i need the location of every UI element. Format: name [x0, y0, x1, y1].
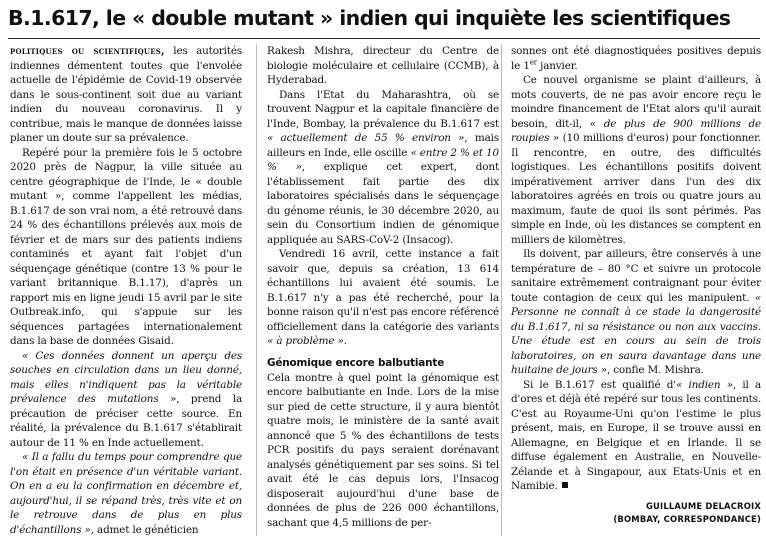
quote: « Ces données donnent un aperçu des souches en circulation dans un lieu donné, mais elles n'indiquent pas la véritable prévalence des mutations »: [10, 349, 242, 405]
column-divider: [256, 44, 257, 536]
paragraph-text: Vendredi 16 avril, cette instance a fait savoir que, depuis sa création, 13 614 échantillons lui avaient été soumis. Le B.1.617 n'y a pas été recherché, pour la bonne raison qu'il n'est pas encore référencé officiellement dans la catégorie des variants: [267, 248, 499, 333]
quote: « indien »: [676, 378, 733, 391]
paragraph-text: , il a d'ores et déjà été repéré sur tous les continents. C'est au Royaume-Uni qu'on l'estime le plus présent, mais, en Europe, il se trouve aussi en Allemagne, en Belgique et en Irlande. Il se diffuse également en Australie, en Nouvelle-Zélande et à Singapour, aux Etats-Unis et en Namibie.: [511, 378, 761, 492]
paragraph-text: , admet le généticien: [90, 523, 199, 536]
quote: « de plus de 900 millions de roupies »: [511, 117, 761, 144]
quote: « actuellement de 55 % environ »: [267, 132, 465, 144]
lead-in: politiques ou scientifiques,: [10, 45, 165, 57]
paragraph-text: , prend la précaution de préciser cette source. En réalité, la prévalence du B.1.617 s'établirait autour de 11 % en Inde actuellement.: [10, 393, 242, 449]
column-2: [267, 44, 499, 536]
paragraph-text: , explique cet expert, dont l'établissement fait partie des dix laboratoires spécialisés dans le séquençage du génome réunis, le 30 décembre 2020, au sein du Consortium indien de génomique appliquée au SARS-CoV-2 (Insacog).: [267, 161, 499, 246]
paragraph-text: Si le B.1.617 est qualifié d': [523, 378, 677, 391]
dateline: (BOMBAY, CORRESPONDANCE): [613, 513, 761, 524]
end-mark-icon: [562, 482, 568, 488]
paragraph-12: [511, 378, 761, 494]
quote: « Personne ne connaît à ce stade la dangerosité du B.1.617, ni sa résistance ou non aux vaccins. Une étude est en cours au sein de trois laboratoires, on en saura davantage dans une huitaine de jours »: [511, 291, 761, 376]
paragraph-3: [10, 349, 242, 451]
quote: « à problème »: [267, 335, 344, 347]
headline-rule: [8, 38, 760, 39]
paragraph-2: Repéré pour la première fois le 5 octobre 2020 près de Nagpur, la ville située au centre géographique de l'Inde, le « double mutant », comme l'appellent les médias, B.1.617 de son vrai nom, a été retrouvé dans 24 % des échantillons prélevés aux mois de février et de mars sur des patients indiens contaminés et ayant fait l'objet d'un séquençage génétique (contre 13 % pour le variant britannique B.1.17), d'après un rapport mis en ligne jeudi 15 avril par le site Outbreak.info, qui s'appuie sur les séquences partagées internationalement dans la base de données Gisaid.: [10, 146, 242, 347]
paragraph-7: [267, 247, 499, 349]
paragraph-text: Ils doivent, par ailleurs, être conservés à une température de – 80 °C et suivre un protocole sanitaire extrêmement contraignant pour éviter toute contagion de ceux qui les manipulent.: [511, 248, 761, 304]
paragraph-text: .: [343, 335, 347, 347]
paragraph-text: Dans l'Etat du Maharashtra, où se trouvent Nagpur et la capitale financière de l'Inde, Bombay, la prévalence du B.1.617 est: [267, 88, 499, 130]
paragraph-1: [10, 44, 242, 146]
paragraph-8: Cela montre à quel point la génomique est encore balbutiante en Inde. Lors de la mise sur pied de cette structure, il y aura bientôt quatre mois, le ministère de la santé avait annoncé que 5 % des échantillons de tests PCR positifs du pays seraient dorénavant analysés génétiquement par ses soins. Si tel avait été le cas depuis lors, l'Insacog disposerait aujourd'hui d'une base de données de plus de 226 000 échantillons, sachant que 4,5 millions de per-: [267, 371, 499, 529]
paragraph-text: Ce nouvel organisme se plaint d'ailleurs, à mots couverts, de ne pas avoir encore reçu le moindre financement de l'Etat alors qu'il aurait besoin, dit-il,: [511, 74, 761, 130]
quote: « Il a fallu du temps pour comprendre que l'on était en présence d'un véritable variant. On en a eu la confirmation en décembre et, aujourd'hui, il se répand très, très vite et on le retrouve dans de plus en plus d'échantillons »: [10, 451, 242, 536]
paragraph-text: , confie M. Mishra.: [606, 364, 704, 376]
paragraph-4: [10, 450, 242, 536]
column-divider: [501, 44, 502, 536]
paragraph-11: [511, 247, 761, 378]
article-headline: B.1.617, le « double mutant » indien qui inquiète les scientifiques: [8, 6, 731, 30]
paragraph-10: [511, 73, 761, 247]
column-1: [10, 44, 242, 536]
quote: « entre 2 % et 10 % »: [267, 146, 499, 173]
paragraph-text: janvier.: [537, 59, 578, 72]
paragraph-text: , mais ailleurs en Inde, elle oscille: [267, 132, 499, 159]
column-3: [511, 44, 761, 536]
paragraph-9: [511, 44, 761, 73]
paragraph-text: sonnes ont été diagnostiquées positives depuis le 1: [511, 45, 761, 72]
section-subhead: Génomique encore balbutiante: [267, 356, 445, 369]
superscript: er: [529, 58, 537, 67]
paragraph-text: les autorités indiennes démentent toutes que l'envolée actuelle de l'épidémie de Covid-19 observée dans le sous-continent soit due au variant indien du nouveau coronavirus. Il y contribue, mais le manque de données laisse planer un doute sur sa prévalence.: [10, 45, 242, 144]
byline: GUILLAUME DELACROIX: [645, 500, 761, 511]
paragraph-text: (10 millions d'euros) pour fonctionner. Il rencontre, en outre, des difficultés logistiques. Les échantillons positifs doivent impérativement arriver dans l'un des dix laboratoires agréés en trois ou quatre jours au maximum, faute de quoi ils sont périmés. Pas simple en Inde, où les distances se comptent en milliers de kilomètres.: [511, 132, 761, 246]
paragraph-6: [267, 88, 499, 248]
paragraph-5: Rakesh Mishra, directeur du Centre de biologie moléculaire et cellulaire (CCMB), à Hyderabad.: [267, 45, 499, 86]
